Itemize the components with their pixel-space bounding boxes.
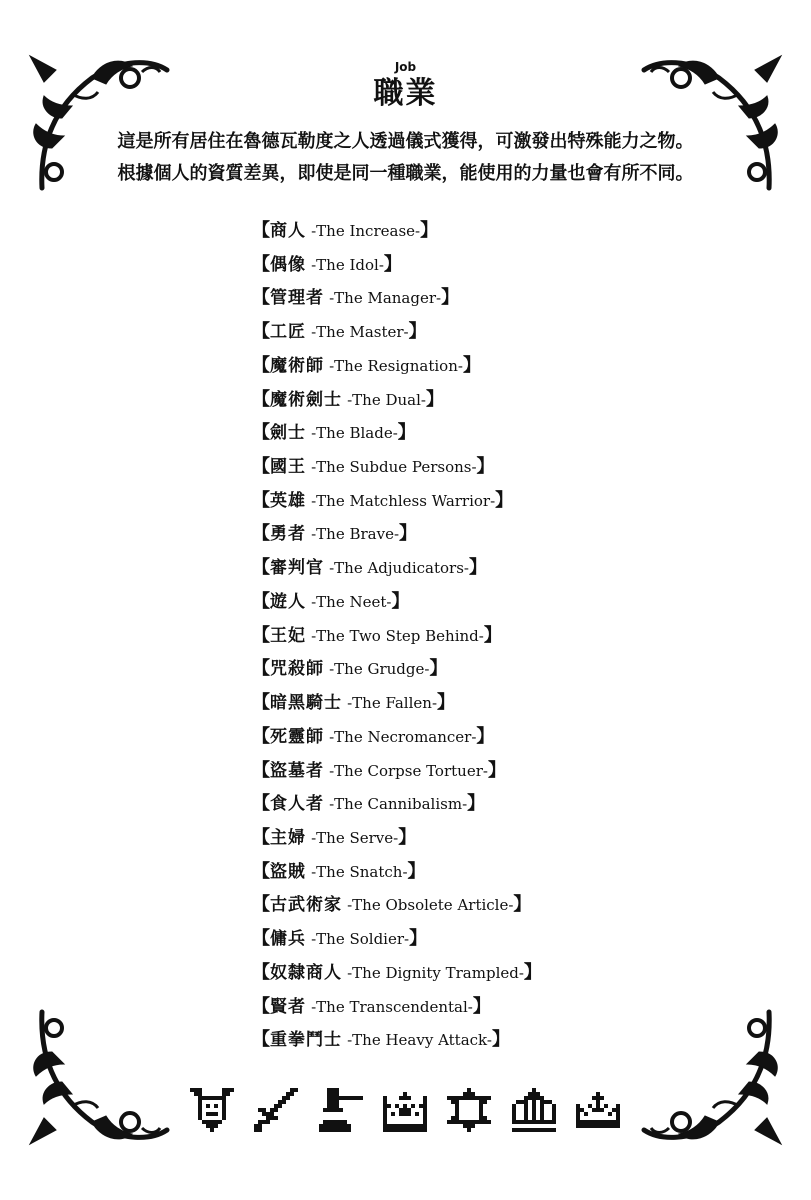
job-list-item <box>252 754 542 788</box>
job-name-chinese: 古武術家 <box>270 895 342 916</box>
job-name-chinese: 工匠 <box>270 322 306 343</box>
open-bracket: 【 <box>252 523 270 545</box>
job-name-chinese: 奴隸商人 <box>270 962 342 983</box>
job-list-item <box>252 922 542 956</box>
open-bracket: 【 <box>252 253 270 275</box>
job-name-english: -The Brave- <box>311 525 400 544</box>
job-name-chinese: 管理者 <box>270 288 324 309</box>
job-name-english: -The Neet- <box>311 592 392 611</box>
open-bracket: 【 <box>252 557 270 579</box>
open-bracket: 【 <box>252 1029 270 1051</box>
job-name-english: -The Heavy Attack- <box>347 1031 492 1050</box>
open-bracket: 【 <box>252 422 270 444</box>
page-title: 職業 <box>373 76 438 111</box>
job-name-chinese: 暗黑騎士 <box>270 693 342 714</box>
open-bracket: 【 <box>252 692 270 714</box>
job-name-chinese: 劍士 <box>270 423 306 444</box>
job-name-english: -The Two Step Behind- <box>311 626 484 645</box>
job-name-chinese: 盜墓者 <box>270 760 324 781</box>
job-list-item <box>252 821 542 855</box>
job-list-item <box>252 315 542 349</box>
intro-line-2: 根據個人的資質差異，即使是同一種職業，能使用的力量也會有所不同。 <box>117 163 694 184</box>
close-bracket: 】 <box>399 523 418 545</box>
job-list-item <box>252 956 542 990</box>
job-name-chinese: 商人 <box>270 221 306 241</box>
close-bracket: 】 <box>429 658 448 680</box>
job-name-english: -The Cannibalism- <box>329 795 468 814</box>
page-kicker: Job <box>394 60 417 74</box>
jester-icon <box>190 1088 234 1132</box>
corner-ornament-bottom-left <box>22 1002 172 1152</box>
job-list <box>252 214 542 1057</box>
job-list-item <box>252 990 542 1024</box>
job-list-item <box>252 214 542 248</box>
flourish-icon <box>639 1002 789 1152</box>
job-name-english: -The Grudge- <box>329 660 430 679</box>
close-bracket: 】 <box>398 826 417 848</box>
open-bracket: 【 <box>252 658 270 680</box>
job-list-item <box>252 416 542 450</box>
open-bracket: 【 <box>252 590 270 612</box>
open-bracket: 【 <box>252 759 270 781</box>
flourish-icon <box>22 1002 172 1152</box>
job-icon-row <box>190 1085 620 1135</box>
job-name-english: -The Idol- <box>311 255 384 274</box>
job-name-chinese: 咒殺師 <box>270 659 324 680</box>
open-bracket: 【 <box>252 287 270 309</box>
job-name-english: -The Dignity Trampled- <box>347 963 524 982</box>
close-bracket: 】 <box>441 287 460 309</box>
job-list-item <box>252 787 542 821</box>
job-list-item <box>252 517 542 551</box>
job-name-english: -The Resignation- <box>329 356 463 375</box>
open-bracket: 【 <box>252 793 270 815</box>
job-name-english: -The Dual- <box>347 390 426 409</box>
close-bracket: 】 <box>391 590 410 612</box>
sword-icon <box>254 1088 298 1132</box>
close-bracket: 】 <box>467 793 486 815</box>
job-name-english: -The Soldier- <box>311 930 410 949</box>
job-name-english: -The Master- <box>311 323 409 342</box>
close-bracket: 】 <box>483 624 502 646</box>
job-list-item <box>252 551 542 585</box>
job-name-english: -The Fallen- <box>347 694 438 713</box>
job-name-english: -The Transcendental- <box>311 997 473 1016</box>
job-name-chinese: 死靈師 <box>270 726 324 747</box>
open-bracket: 【 <box>252 725 270 747</box>
gavel-icon <box>319 1088 363 1132</box>
open-bracket: 【 <box>252 456 270 478</box>
open-bracket: 【 <box>252 354 270 376</box>
intro-line-1: 這是所有居住在魯德瓦勒度之人透過儀式獲得，可激發出特殊能力之物。 <box>117 131 694 152</box>
job-name-english: -The Subdue Persons- <box>311 458 477 477</box>
job-list-item <box>252 1023 542 1057</box>
open-bracket: 【 <box>252 928 270 950</box>
open-bracket: 【 <box>252 388 270 410</box>
royal-crown-icon <box>512 1088 556 1132</box>
close-bracket: 】 <box>476 456 495 478</box>
job-name-chinese: 英雄 <box>270 490 306 511</box>
job-list-item <box>252 450 542 484</box>
close-bracket: 】 <box>476 725 495 747</box>
open-bracket: 【 <box>252 624 270 646</box>
page-header <box>0 60 811 112</box>
close-bracket: 】 <box>420 220 439 241</box>
job-name-chinese: 重拳鬥士 <box>270 1030 342 1051</box>
job-name-english: -The Matchless Warrior- <box>311 491 496 510</box>
corner-ornament-bottom-right <box>639 1002 789 1152</box>
job-name-english: -The Serve- <box>311 828 399 847</box>
close-bracket: 】 <box>472 995 491 1017</box>
open-bracket: 【 <box>252 995 270 1017</box>
job-list-item <box>252 720 542 754</box>
jeweled-crown-icon <box>383 1088 427 1132</box>
job-name-chinese: 主婦 <box>270 827 306 848</box>
job-name-chinese: 遊人 <box>270 591 306 612</box>
job-list-item <box>252 585 542 619</box>
open-bracket: 【 <box>252 220 270 241</box>
job-name-chinese: 國王 <box>270 457 306 478</box>
job-name-chinese: 食人者 <box>270 794 324 815</box>
job-name-chinese: 王妃 <box>270 625 306 646</box>
job-name-chinese: 審判官 <box>270 558 324 579</box>
job-name-chinese: 偶像 <box>270 254 306 275</box>
close-bracket: 】 <box>437 692 456 714</box>
open-bracket: 【 <box>252 961 270 983</box>
job-name-english: -The Snatch- <box>311 862 408 881</box>
close-bracket: 】 <box>491 1029 510 1051</box>
job-name-english: -The Necromancer- <box>329 727 477 746</box>
close-bracket: 】 <box>513 894 532 916</box>
job-list-item <box>252 619 542 653</box>
close-bracket: 】 <box>383 253 402 275</box>
job-list-item <box>252 349 542 383</box>
job-name-chinese: 盜賊 <box>270 861 306 882</box>
job-list-item <box>252 855 542 889</box>
job-name-chinese: 魔術劍士 <box>270 389 342 410</box>
open-bracket: 【 <box>252 489 270 511</box>
job-name-chinese: 勇者 <box>270 524 306 545</box>
close-bracket: 】 <box>487 759 506 781</box>
job-name-english: -The Obsolete Article- <box>347 896 514 915</box>
intro-paragraph <box>70 126 741 190</box>
close-bracket: 】 <box>408 321 427 343</box>
close-bracket: 】 <box>462 354 481 376</box>
job-name-english: -The Corpse Tortuer- <box>329 761 488 780</box>
job-name-english: -The Blade- <box>311 424 398 443</box>
job-name-chinese: 魔術師 <box>270 355 324 376</box>
open-bracket: 【 <box>252 860 270 882</box>
job-list-item <box>252 383 542 417</box>
close-bracket: 】 <box>425 388 444 410</box>
open-bracket: 【 <box>252 894 270 916</box>
job-name-english: -The Manager- <box>329 289 442 308</box>
star-of-david-icon <box>447 1088 491 1132</box>
close-bracket: 】 <box>409 928 428 950</box>
job-name-english: -The Increase- <box>311 222 421 240</box>
tiara-icon <box>576 1088 620 1132</box>
open-bracket: 【 <box>252 321 270 343</box>
job-list-item <box>252 484 542 518</box>
close-bracket: 】 <box>495 489 514 511</box>
close-bracket: 】 <box>397 422 416 444</box>
job-name-chinese: 傭兵 <box>270 929 306 950</box>
job-list-item <box>252 686 542 720</box>
close-bracket: 】 <box>523 961 542 983</box>
job-name-chinese: 賢者 <box>270 996 306 1017</box>
job-list-item <box>252 248 542 282</box>
job-list-item <box>252 652 542 686</box>
job-list-item <box>252 281 542 315</box>
open-bracket: 【 <box>252 826 270 848</box>
job-name-english: -The Adjudicators- <box>329 559 469 578</box>
job-list-item <box>252 888 542 922</box>
close-bracket: 】 <box>468 557 487 579</box>
close-bracket: 】 <box>407 860 426 882</box>
